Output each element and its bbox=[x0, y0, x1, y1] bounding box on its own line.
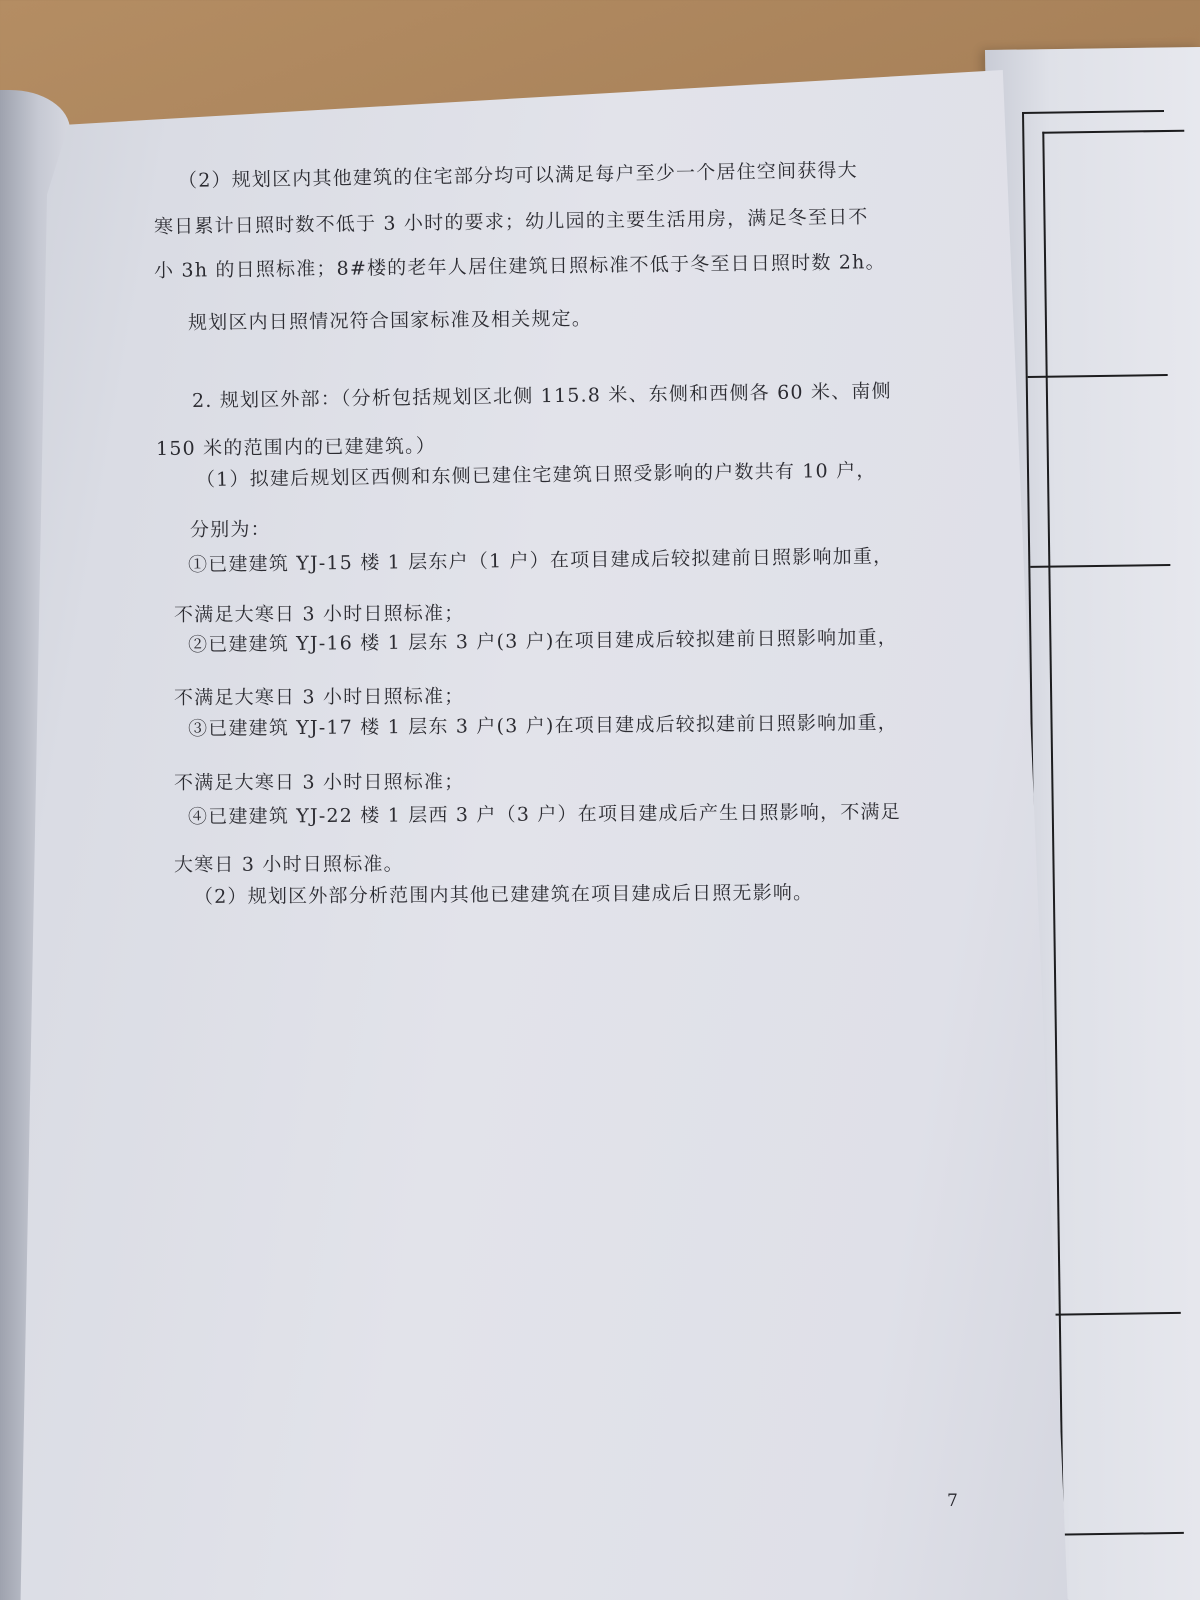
list-item-line: 不满足大寒日 3 小时日照标准； bbox=[173, 770, 465, 794]
section-heading-line: 2. 规划区外部：（分析包括规划区北侧 115.8 米、东侧和西侧各 60 米、南侧 bbox=[191, 380, 892, 412]
list-item-line: ④已建建筑 YJ-22 楼 1 层西 3 户（3 户）在项目建成后产生日照影响，不满足 bbox=[187, 801, 901, 828]
paragraph-line: 150 米的范围内的已建建筑。） bbox=[155, 435, 437, 460]
list-item-line: ③已建建筑 YJ-17 楼 1 层东 3 户(3 户)在项目建成后较拟建前日照影响加重， bbox=[187, 711, 899, 740]
paragraph-line: （2）规划区内其他建筑的住宅部分均可以满足每户至少一个居住空间获得大 bbox=[177, 159, 859, 192]
paragraph-line: 分别为： bbox=[189, 518, 271, 541]
list-item-line: ①已建建筑 YJ-15 楼 1 层东户（1 户）在项目建成后较拟建前日照影响加重， bbox=[187, 545, 894, 576]
paragraph-line: 小 3h 的日照标准；8#楼的老年人居住建筑日照标准不低于冬至日日照时数 2h。 bbox=[153, 251, 886, 282]
paragraph-line: （1）拟建后规划区西侧和东侧已建住宅建筑日照受影响的户数共有 10 户， bbox=[195, 459, 877, 491]
list-item-line: 不满足大寒日 3 小时日照标准； bbox=[173, 602, 465, 626]
list-item-line: 不满足大寒日 3 小时日照标准； bbox=[173, 685, 465, 709]
paragraph-line: 规划区内日照情况符合国家标准及相关规定。 bbox=[187, 307, 593, 334]
page-number: 7 bbox=[947, 1491, 960, 1511]
paragraph-line: 寒日累计日照时数不低于 3 小时的要求；幼儿园的主要生活用房，满足冬至日不 bbox=[153, 206, 869, 238]
paragraph-line: （2）规划区外部分析范围内其他已建建筑在项目建成后日照无影响。 bbox=[193, 881, 814, 908]
list-item-line: 大寒日 3 小时日照标准。 bbox=[173, 853, 404, 876]
list-item-line: ②已建建筑 YJ-16 楼 1 层东 3 户(3 户)在项目建成后较拟建前日照影响加重， bbox=[187, 626, 899, 656]
